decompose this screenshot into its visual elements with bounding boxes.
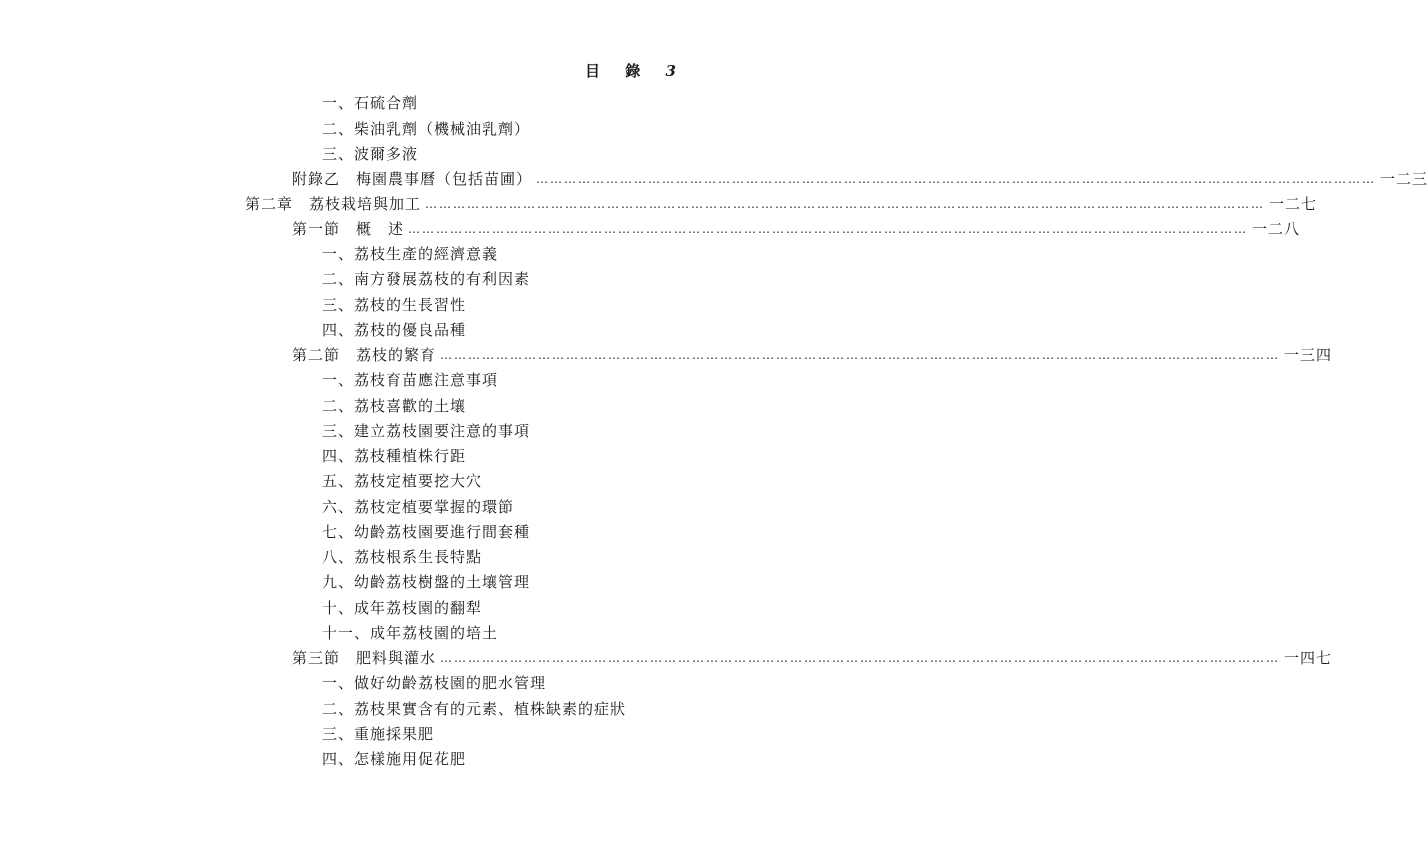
toc-entry-label: 十一、成年荔枝園的培土	[322, 624, 499, 642]
toc-entry-page-number: 一四七	[1284, 649, 1333, 667]
toc-entry-item	[322, 546, 482, 568]
toc-entry-label: 三、重施採果肥	[322, 725, 435, 743]
toc-entry-item	[322, 470, 482, 492]
toc-entry-item	[322, 698, 626, 720]
toc-entry-label: 第二節 荔枝的繁育	[292, 346, 437, 364]
toc-entry-section	[292, 647, 1333, 669]
toc-entry-label: 二、荔枝果實含有的元素、植株缺素的症狀	[322, 700, 627, 718]
toc-entry-item	[322, 496, 514, 518]
toc-entry-item	[322, 445, 466, 467]
toc-entry-label: 一、做好幼齡荔枝園的肥水管理	[322, 674, 547, 692]
dot-leader: ………………………………………………………………………………………………………………………………………………………………	[536, 172, 1377, 186]
toc-entry-item	[322, 143, 418, 165]
toc-entry-page-number: 一三四	[1284, 346, 1333, 364]
toc-entry-section	[292, 344, 1333, 366]
toc-entry-appendix	[292, 168, 1428, 190]
toc-entry-label: 一、荔枝育苗應注意事項	[322, 371, 499, 389]
toc-entry-page-number: 一二三	[1380, 170, 1428, 188]
toc-entry-chapter	[245, 193, 1318, 215]
dot-leader: ………………………………………………………………………………………………………………………………………………………………	[440, 651, 1281, 665]
toc-entry-item	[322, 672, 546, 694]
toc-entry-page-number: 一二七	[1269, 195, 1318, 213]
toc-entry-label: 三、荔枝的生長習性	[322, 296, 467, 314]
toc-entry-item	[322, 395, 466, 417]
toc-entry-label: 七、幼齡荔枝園要進行間套種	[322, 523, 531, 541]
toc-entry-page-number: 一二八	[1252, 220, 1301, 238]
toc-entry-item	[322, 243, 498, 265]
toc-entry-label: 第二章 荔枝栽培與加工	[245, 195, 422, 213]
toc-entry-label: 三、建立荔枝園要注意的事項	[322, 422, 531, 440]
toc-entry-label: 三、波爾多液	[322, 145, 419, 163]
toc-entry-label: 第一節 概 述	[292, 220, 405, 238]
toc-entry-item	[322, 571, 530, 593]
toc-entry-label: 四、荔枝種植株行距	[322, 447, 467, 465]
toc-entry-item	[322, 723, 434, 745]
dot-leader: ………………………………………………………………………………………………………………………………………………………………	[425, 197, 1266, 211]
toc-entry-item	[322, 268, 530, 290]
toc-entry-label: 六、荔枝定植要掌握的環節	[322, 498, 515, 516]
toc-entry-section	[292, 218, 1301, 240]
toc-entry-item	[322, 319, 466, 341]
dot-leader: ………………………………………………………………………………………………………………………………………………………………	[440, 348, 1281, 362]
toc-entry-label: 附錄乙 梅園農事曆（包括苗圃）	[292, 170, 533, 188]
toc-entry-label: 十、成年荔枝園的翻犁	[322, 599, 483, 617]
toc-entry-label: 八、荔枝根系生長特點	[322, 548, 483, 566]
toc-entry-label: 九、幼齡荔枝樹盤的土壤管理	[322, 573, 531, 591]
header-page-number: 3	[665, 62, 676, 80]
toc-entry-item	[322, 521, 530, 543]
toc-entry-label: 二、荔枝喜歡的土壤	[322, 397, 467, 415]
toc-entry-item	[322, 748, 466, 770]
toc-entry-item	[322, 294, 466, 316]
toc-entry-label: 第三節 肥料與灌水	[292, 649, 437, 667]
toc-entry-item	[322, 369, 498, 391]
toc-entry-label: 二、南方發展荔枝的有利因素	[322, 270, 531, 288]
toc-entry-item	[322, 420, 530, 442]
toc-entry-label: 一、石硫合劑	[322, 94, 419, 112]
toc-entry-item	[322, 622, 498, 644]
toc-entry-label: 一、荔枝生產的經濟意義	[322, 245, 499, 263]
header-title: 目 錄	[585, 62, 651, 80]
toc-entry-item	[322, 92, 418, 114]
toc-entry-item	[322, 597, 482, 619]
toc-entry-item	[322, 118, 530, 140]
toc-entry-label: 四、怎樣施用促花肥	[322, 750, 467, 768]
toc-entry-label: 四、荔枝的優良品種	[322, 321, 467, 339]
toc-entry-label: 二、柴油乳劑（機械油乳劑）	[322, 120, 531, 138]
toc-entry-label: 五、荔枝定植要挖大穴	[322, 472, 483, 490]
dot-leader: ………………………………………………………………………………………………………………………………………………………………	[408, 222, 1249, 236]
